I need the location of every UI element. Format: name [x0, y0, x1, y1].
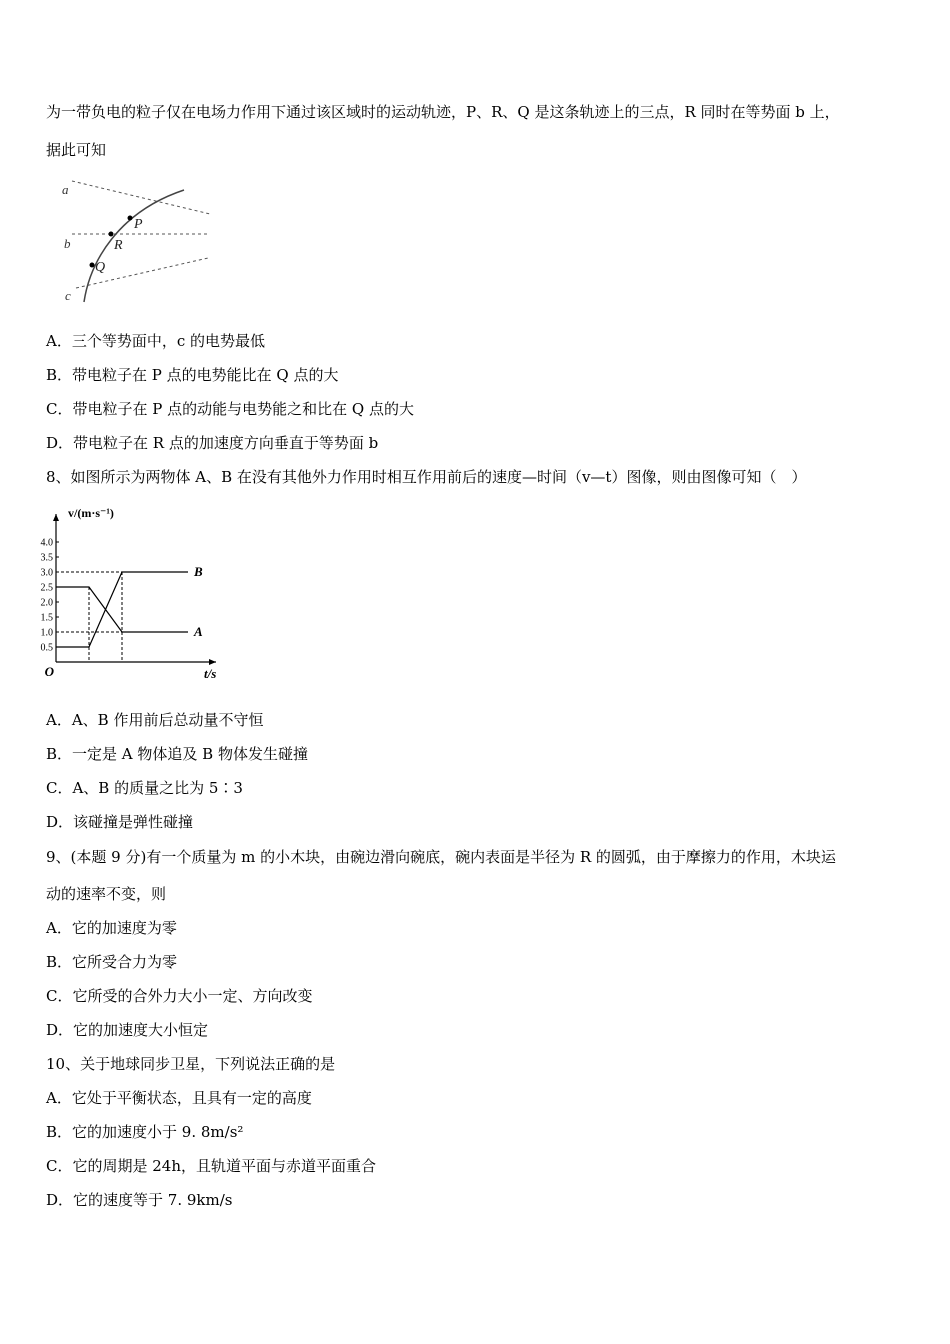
q7-option-c: C．带电粒子在 P 点的动能与电势能之和比在 Q 点的大 [46, 400, 414, 418]
label-b: b [64, 236, 71, 251]
y-tick-label: 1.0 [40, 627, 53, 639]
x-axis-arrow [209, 659, 216, 665]
q9-option-a: A．它的加速度为零 [46, 919, 177, 937]
q9-option-d: D．它的加速度大小恒定 [46, 1021, 209, 1039]
q9-option-c: C．它所受的合外力大小一定、方向改变 [46, 987, 313, 1005]
q8-vt-chart [40, 500, 240, 690]
y-tick-label: 2.0 [40, 597, 53, 609]
x-axis-title: t/s [204, 666, 217, 681]
q7-option-b: B．带电粒子在 P 点的电势能比在 Q 点的大 [46, 366, 339, 384]
y-tick-label: 3.0 [40, 567, 53, 579]
q9-stem-line2: 动的速率不变，则 [46, 885, 167, 903]
q7-option-a: A．三个等势面中，c 的电势最低 [46, 332, 266, 350]
q8-option-a: A．A、B 作用前后总动量不守恒 [46, 711, 264, 729]
label-R: R [114, 238, 123, 253]
origin-label: O [44, 664, 54, 679]
y-axis-title: v/(m·s⁻¹) [68, 506, 114, 520]
point-R [109, 232, 114, 237]
q8-option-b: B．一定是 A 物体追及 B 物体发生碰撞 [46, 745, 308, 763]
point-Q [90, 263, 95, 268]
q7-stem-line2: 据此可知 [46, 141, 107, 159]
q8-option-d: D．该碰撞是弹性碰撞 [46, 813, 194, 831]
q9-stem-line1: 9、(本题 9 分)有一个质量为 m 的小木块，由碗边滑向碗底，碗内表面是半径为 R 的圆弧，由于摩擦力的作用，木块运 [46, 848, 836, 866]
y-tick-label: 3.5 [40, 552, 53, 564]
label-c: c [65, 288, 71, 303]
q10-option-b: B．它的加速度小于 9. 8m/s² [46, 1123, 244, 1141]
y-tick-label: 1.5 [40, 612, 53, 624]
q7-stem-line1: 为一带负电的粒子仅在电场力作用下通过该区域时的运动轨迹，P、R、Q 是这条轨迹上的三点，R 同时在等势面 b 上， [46, 103, 840, 121]
q9-option-b: B．它所受合力为零 [46, 953, 178, 971]
y-tick-label: 4.0 [40, 537, 53, 549]
point-P [128, 216, 133, 221]
q7-equipotential-figure [48, 172, 214, 308]
q10-option-c: C．它的周期是 24h，且轨道平面与赤道平面重合 [46, 1157, 376, 1175]
label-Q: Q [95, 260, 106, 275]
y-tick-label: 2.5 [40, 582, 53, 594]
q10-option-a: A．它处于平衡状态，且具有一定的高度 [46, 1089, 312, 1107]
series-label-B: B [194, 564, 203, 579]
y-axis-arrow [53, 514, 59, 521]
label-P: P [134, 217, 143, 232]
q10-stem: 10、关于地球同步卫星，下列说法正确的是 [46, 1055, 336, 1073]
y-tick-label: 0.5 [40, 642, 53, 654]
q8-option-c: C．A、B 的质量之比为 5∶3 [46, 779, 243, 797]
q10-option-d: D．它的速度等于 7. 9km/s [46, 1191, 233, 1209]
q7-option-d: D．带电粒子在 R 点的加速度方向垂直于等势面 b [46, 434, 379, 452]
series-label-A: A [194, 624, 203, 639]
q8-stem: 8、如图所示为两物体 A、B 在没有其他外力作用时相互作用前后的速度—时间（v—t）图像，则由图像可知（ ） [46, 468, 807, 486]
label-a: a [62, 182, 69, 197]
